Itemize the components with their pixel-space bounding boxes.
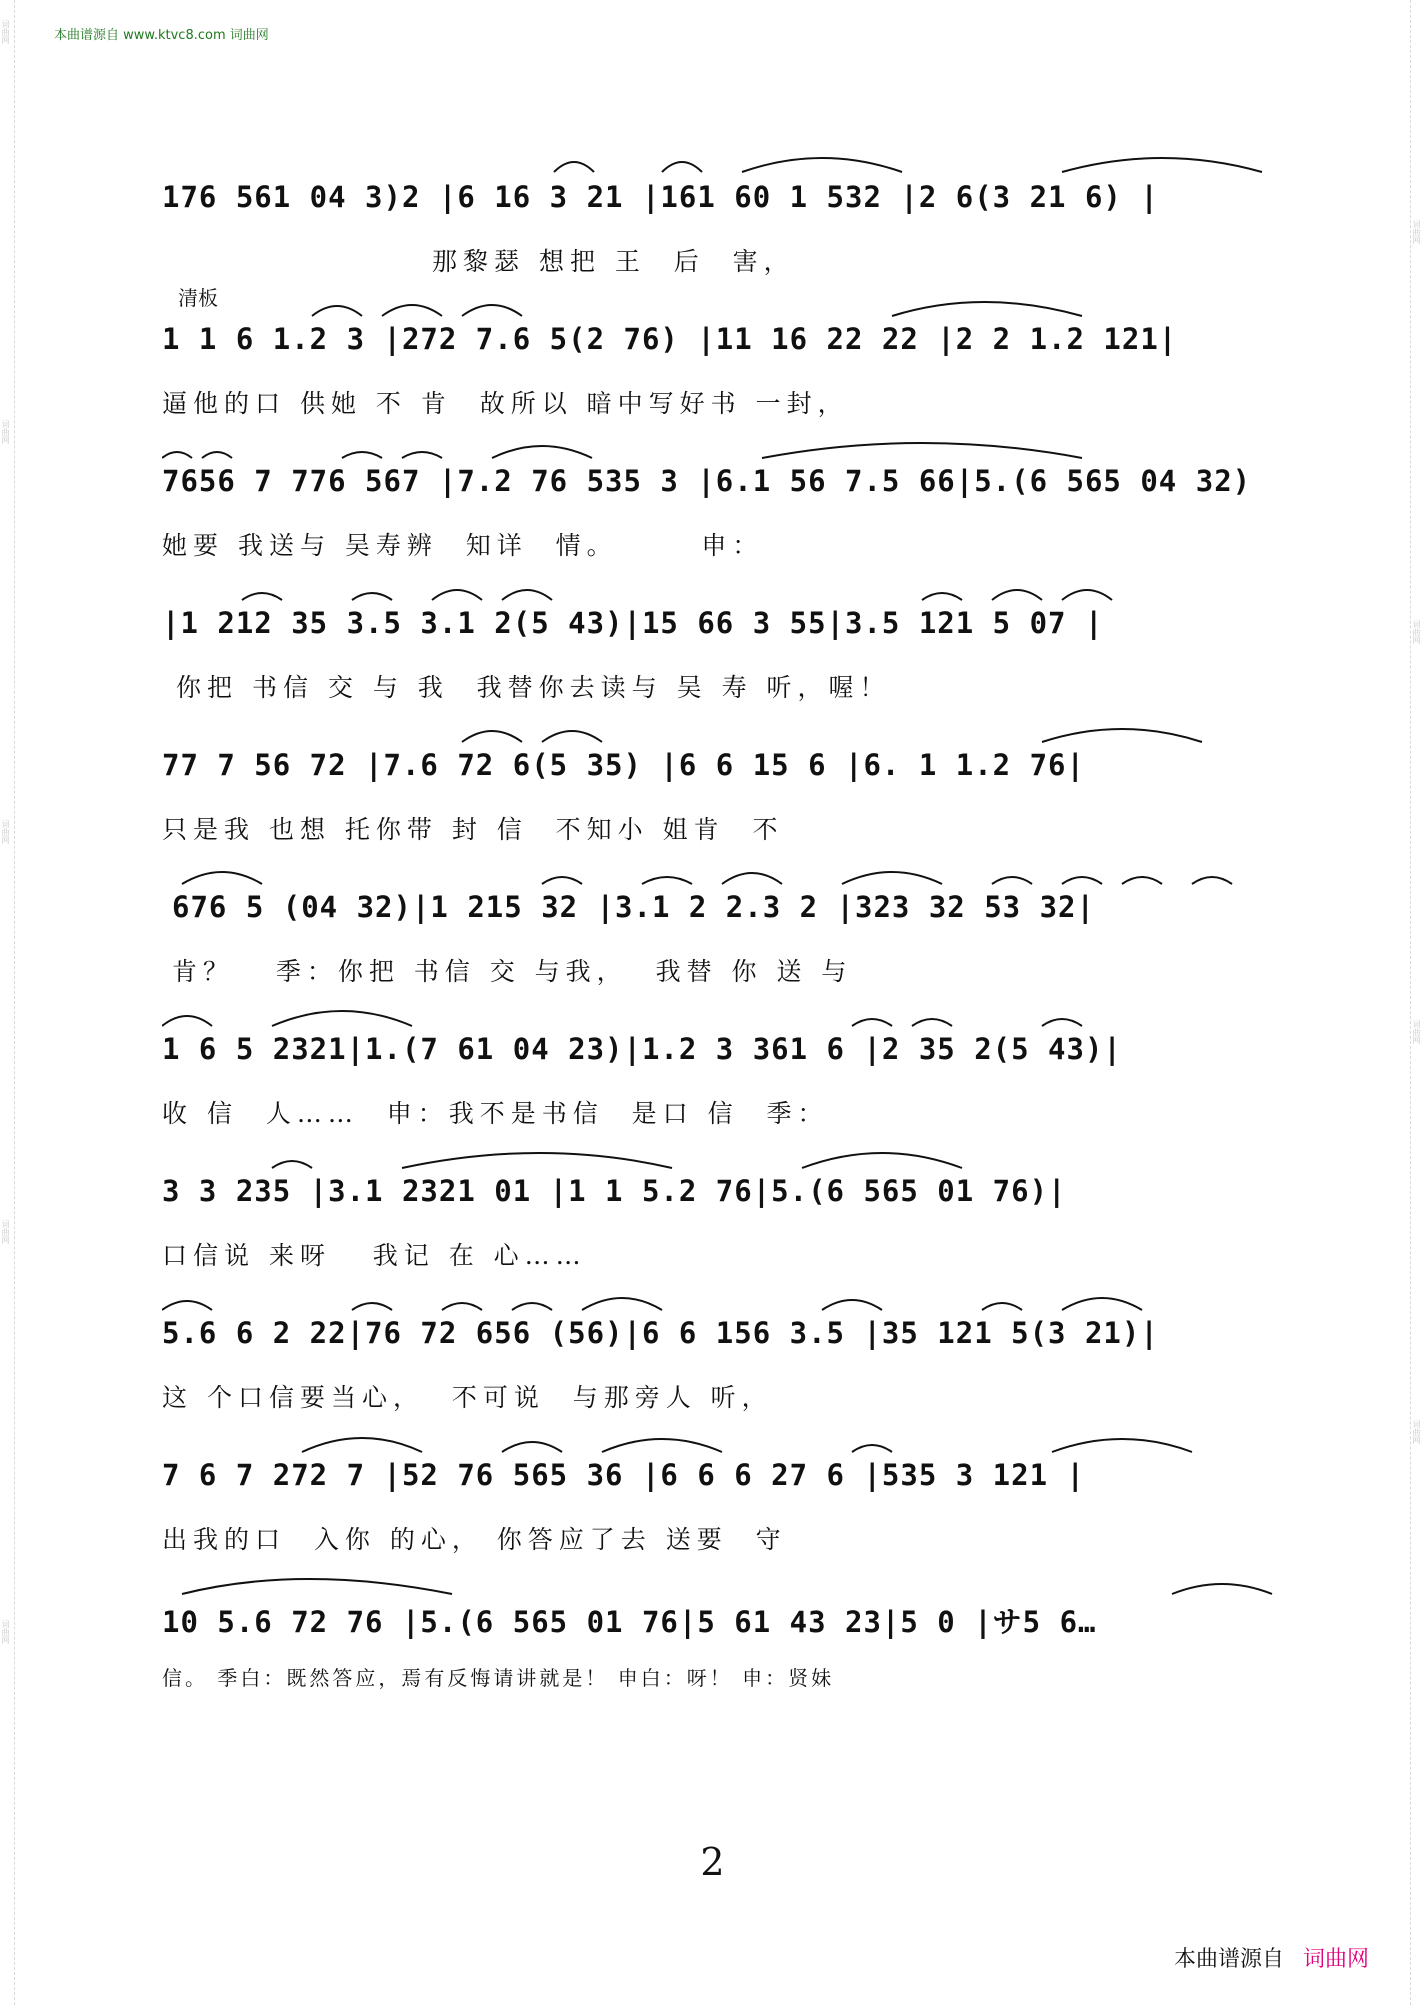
- tempo-marking: 清板: [178, 286, 218, 310]
- watermark-text: 词曲网: [1, 820, 10, 844]
- score-system: [162, 992, 1274, 1142]
- slur-marks: [162, 850, 1274, 890]
- notes-line: 5.6 6 2 22|76 72 656 (56)|6 6 156 3.5 |35 121 5(3 21)|: [162, 1316, 1159, 1350]
- right-margin-watermark: [1410, 0, 1425, 2005]
- slur-marks: [162, 140, 1274, 180]
- score-system: [162, 1418, 1274, 1568]
- lyrics-line: 肯？ 季：你把 书信 交 与我， 我替 你 送 与: [172, 957, 853, 986]
- notes-line: 1 1 6 1.2 3 |272 7.6 5(2 76) |11 16 22 22 |2 2 1.2 121|: [162, 322, 1178, 356]
- lyrics-line: 这 个口信要当心， 不可说 与那旁人 听，: [162, 1383, 773, 1412]
- lyrics-line: 她要 我送与 吴寿辨 知详 情。 申：: [162, 531, 764, 560]
- slur-marks: [162, 566, 1274, 606]
- lyrics-line: 那黎瑟 想把 王 后 害，: [432, 247, 795, 276]
- lyrics-line: 收 信 人…… 申：我不是书信 是口 信 季：: [162, 1099, 829, 1128]
- watermark-text: 词曲网: [1, 1620, 10, 1644]
- notes-line: 7656 7 776 567 |7.2 76 535 3 |6.1 56 7.5 66|5.(6 565 04 32): [162, 464, 1252, 498]
- watermark-text: 词曲网: [1412, 220, 1421, 244]
- lyrics-line: 出我的口 入你 的心， 你答应了去 送要 守: [162, 1525, 787, 1554]
- watermark-text: 词曲网: [1412, 1420, 1421, 1444]
- slur-marks: [162, 1560, 1274, 1600]
- slur-marks: [162, 992, 1274, 1032]
- score-system: [162, 424, 1274, 574]
- lyrics-line: 信。 季白：既然答应，焉有反悔请讲就是！ 申白：呀！ 申：贤妹: [162, 1666, 835, 1690]
- page-number: 2: [700, 1840, 725, 1884]
- watermark-text: 词曲网: [1, 1220, 10, 1244]
- watermark-text: 词曲网: [1412, 620, 1421, 644]
- header-site-url: www.ktvc8.com: [123, 28, 226, 43]
- score-system: [162, 140, 1274, 290]
- page-header: [54, 24, 269, 43]
- score-system: [162, 1276, 1274, 1426]
- lyrics-line: 你把 书信 交 与 我 我替你去读与 吴 寿 听，喔！: [176, 673, 891, 702]
- notes-line: 3 3 235 |3.1 2321 01 |1 1 5.2 76|5.(6 565 01 76)|: [162, 1174, 1067, 1208]
- notes-line: 77 7 56 72 |7.6 72 6(5 35) |6 6 15 6 |6. 1 1.2 76|: [162, 748, 1085, 782]
- score-system: [162, 708, 1274, 858]
- lyrics-line: 只是我 也想 托你带 封 信 不知小 姐肯 不: [162, 815, 784, 844]
- slur-marks: [162, 1276, 1274, 1316]
- page-footer: [1174, 1942, 1369, 1973]
- score-system: [162, 566, 1274, 716]
- slur-marks: [162, 708, 1274, 748]
- watermark-text: 词曲网: [1412, 1020, 1421, 1044]
- slur-marks: [162, 282, 1274, 322]
- notes-line: 1 6 5 2321|1.(7 61 04 23)|1.2 3 361 6 |2 35 2(5 43)|: [162, 1032, 1122, 1066]
- footer-source-label: 本曲谱源自: [1173, 1947, 1284, 1972]
- notes-line: 7 6 7 272 7 |52 76 565 36 |6 6 6 27 6 |535 3 121 |: [162, 1458, 1085, 1492]
- notes-line: 10 5.6 72 76 |5.(6 565 01 76|5 61 43 23|5 0 |サ5 6…: [162, 1605, 1097, 1639]
- slur-marks: [162, 424, 1274, 464]
- header-source-label: 本曲谱源自: [54, 28, 120, 43]
- score-system: [162, 850, 1274, 1000]
- lyrics-line: 逼他的口 供她 不 肯 故所以 暗中写好书 一封，: [162, 389, 849, 418]
- lyrics-line: 口信说 来呀 我记 在 心……: [162, 1241, 587, 1270]
- slur-marks: [162, 1418, 1274, 1458]
- notes-line: |1 212 35 3.5 3.1 2(5 43)|15 66 3 55|3.5 121 5 07 |: [162, 606, 1104, 640]
- header-site-name: 词曲网: [229, 28, 269, 43]
- watermark-text: 词曲网: [1, 20, 10, 44]
- notes-line: 176 561 04 3)2 |6 16 3 21 |161 60 1 532 |2 6(3 21 6) |: [162, 180, 1159, 214]
- score-system: [162, 1560, 1274, 1710]
- score-system: [162, 1134, 1274, 1284]
- notes-line: 676 5 (04 32)|1 215 32 |3.1 2 2.3 2 |323 32 53 32|: [172, 890, 1095, 924]
- left-margin-watermark: [0, 0, 15, 2005]
- watermark-text: 词曲网: [1, 420, 10, 444]
- score-system: [162, 282, 1274, 432]
- slur-marks: [162, 1134, 1274, 1174]
- footer-brand: 词曲网: [1302, 1947, 1369, 1972]
